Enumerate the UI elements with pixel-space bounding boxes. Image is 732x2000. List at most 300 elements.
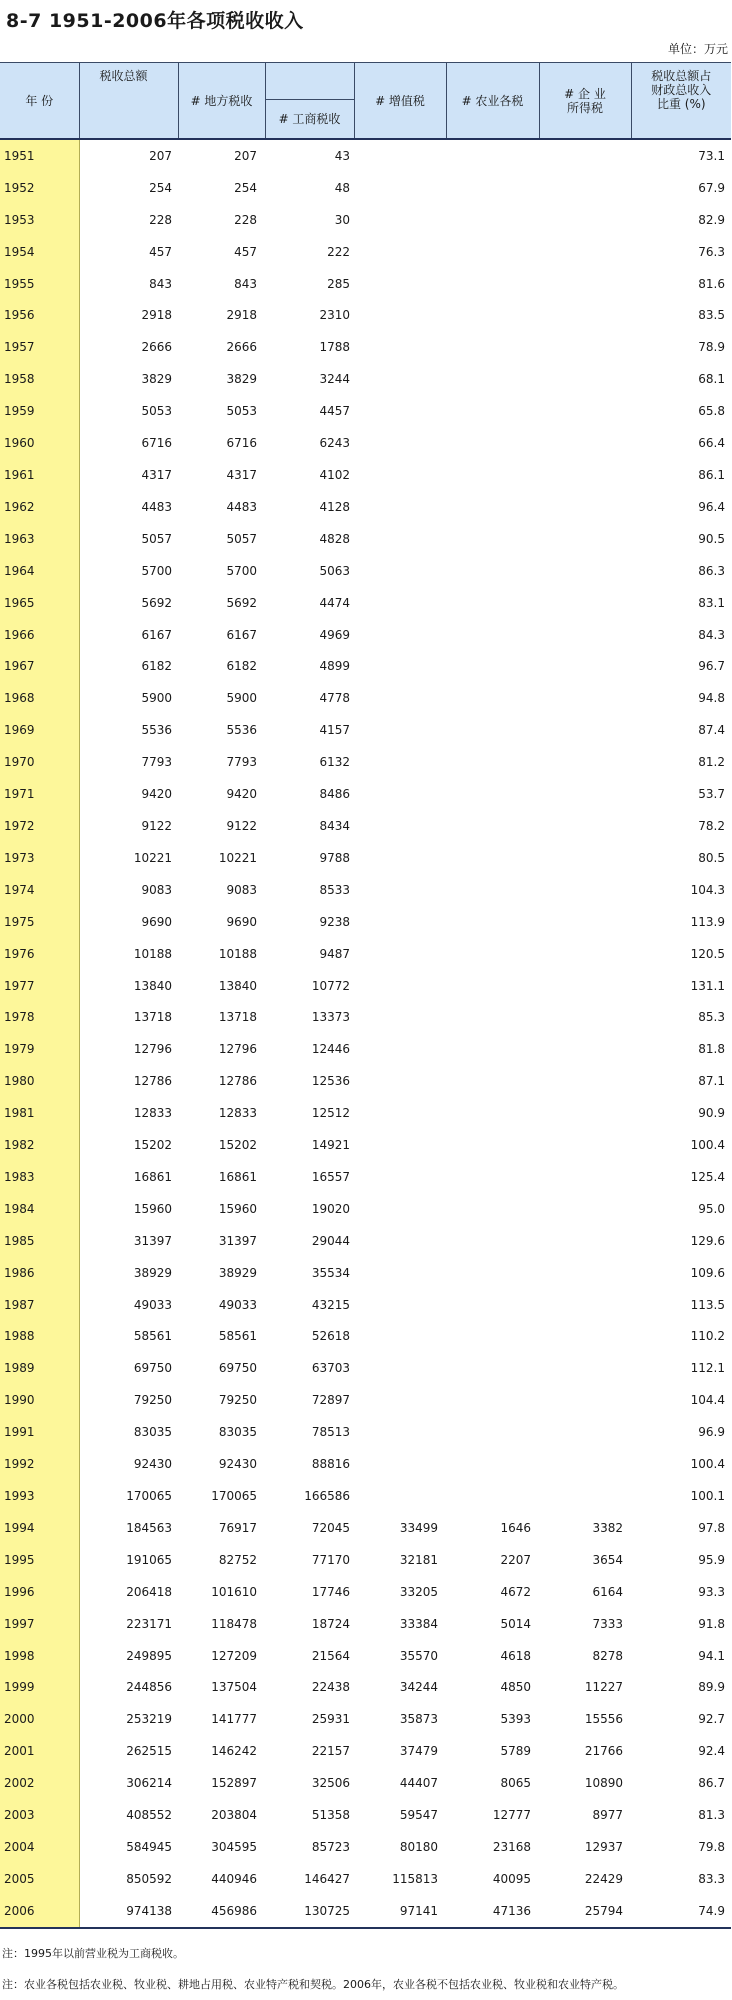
ratio-cell: 86.7 [698, 1776, 725, 1791]
agri-cell [446, 1001, 539, 1033]
industry-cell: 22157 [311, 1744, 350, 1759]
corp-cell [539, 714, 631, 746]
local-cell: 152897 [211, 1776, 257, 1791]
table-row [0, 1544, 731, 1576]
vat-cell: 37479 [399, 1744, 438, 1759]
local-cell: 118478 [211, 1616, 257, 1631]
vat-cell [354, 236, 446, 268]
local-cell: 13718 [218, 1010, 257, 1025]
industry-cell: 12536 [311, 1074, 350, 1089]
total-cell: 4483 [141, 499, 172, 514]
year-cell: 1986 [0, 1257, 79, 1289]
total-cell: 6716 [141, 436, 172, 451]
industry-cell: 43215 [311, 1297, 350, 1312]
vat-cell [354, 139, 446, 172]
corp-cell [539, 651, 631, 683]
local-cell: 82752 [218, 1552, 257, 1567]
year-cell: 1971 [0, 778, 79, 810]
table-row [0, 1257, 731, 1289]
table-row [0, 236, 731, 268]
total-cell: 5700 [141, 563, 172, 578]
year-cell: 1996 [0, 1576, 79, 1608]
agri-cell [446, 555, 539, 587]
agri-cell [446, 970, 539, 1002]
industry-cell: 14921 [311, 1138, 350, 1153]
year-cell: 2003 [0, 1799, 79, 1831]
corp-cell: 3654 [592, 1552, 623, 1567]
industry-cell: 77170 [311, 1552, 350, 1567]
corp-cell [539, 1257, 631, 1289]
table-row [0, 906, 731, 938]
local-cell: 6716 [226, 436, 257, 451]
industry-cell: 17746 [311, 1584, 350, 1599]
agri-cell [446, 1384, 539, 1416]
ratio-cell: 87.1 [698, 1074, 725, 1089]
total-cell: 9690 [141, 914, 172, 929]
ratio-cell: 97.8 [698, 1520, 725, 1535]
local-cell: 3829 [226, 372, 257, 387]
corp-cell: 15556 [584, 1712, 623, 1727]
vat-cell [354, 1225, 446, 1257]
corp-cell [539, 139, 631, 172]
local-cell: 5053 [226, 404, 257, 419]
header-corp-line2: 所得税 [566, 100, 603, 115]
industry-cell: 16557 [311, 1169, 350, 1184]
local-cell: 146242 [211, 1744, 257, 1759]
industry-cell: 3244 [319, 372, 350, 387]
industry-cell: 4102 [319, 468, 350, 483]
vat-cell [354, 1384, 446, 1416]
page-title: 8-7 1951-2006年各项税收收入 [6, 10, 304, 32]
corp-cell [539, 1161, 631, 1193]
ratio-cell: 100.4 [690, 1138, 725, 1153]
total-cell: 12786 [133, 1074, 172, 1089]
corp-cell: 25794 [539, 1895, 631, 1928]
vat-cell [354, 778, 446, 810]
local-cell: 10188 [218, 946, 257, 961]
ratio-cell: 86.1 [698, 468, 725, 483]
agri-cell [446, 651, 539, 683]
table-row [0, 1480, 731, 1512]
vat-cell [354, 300, 446, 332]
table-row [0, 523, 731, 555]
vat-cell: 97141 [354, 1895, 446, 1928]
corp-cell [539, 970, 631, 1002]
industry-cell: 4474 [319, 595, 350, 610]
year-cell: 1992 [0, 1448, 79, 1480]
ratio-cell: 95.9 [698, 1552, 725, 1567]
local-cell: 15960 [218, 1201, 257, 1216]
local-cell: 31397 [218, 1233, 257, 1248]
vat-cell [354, 651, 446, 683]
agri-cell [446, 139, 539, 172]
ratio-cell: 66.4 [698, 436, 725, 451]
year-cell: 1979 [0, 1033, 79, 1065]
year-cell: 1965 [0, 587, 79, 619]
year-cell: 2001 [0, 1735, 79, 1767]
agri-cell: 5393 [500, 1712, 531, 1727]
corp-cell: 3382 [592, 1520, 623, 1535]
ratio-cell: 125.4 [690, 1169, 725, 1184]
table-row [0, 778, 731, 810]
vat-cell: 33499 [399, 1520, 438, 1535]
local-cell: 457 [234, 244, 257, 259]
vat-cell [354, 331, 446, 363]
table-row [0, 1672, 731, 1704]
table-row [0, 970, 731, 1002]
industry-cell: 6243 [319, 436, 350, 451]
industry-cell: 4778 [319, 691, 350, 706]
table-row [0, 268, 731, 300]
agri-cell: 40095 [492, 1871, 531, 1886]
year-cell: 1968 [0, 682, 79, 714]
table-row [0, 427, 731, 459]
total-cell: 974138 [79, 1895, 178, 1928]
agri-cell [446, 1480, 539, 1512]
year-cell: 1972 [0, 810, 79, 842]
total-cell: 15960 [133, 1201, 172, 1216]
corp-cell [539, 1193, 631, 1225]
local-cell: 5692 [226, 595, 257, 610]
corp-cell [539, 874, 631, 906]
corp-cell [539, 810, 631, 842]
vat-cell [354, 1448, 446, 1480]
year-cell: 1977 [0, 970, 79, 1002]
year-cell: 2004 [0, 1831, 79, 1863]
industry-cell: 52618 [311, 1329, 350, 1344]
local-cell: 38929 [218, 1265, 257, 1280]
total-cell: 7793 [141, 755, 172, 770]
industry-cell: 72045 [311, 1520, 350, 1535]
corp-cell [539, 1001, 631, 1033]
total-cell: 6182 [141, 659, 172, 674]
local-cell: 13840 [218, 978, 257, 993]
year-cell: 1994 [0, 1512, 79, 1544]
year-cell: 2005 [0, 1863, 79, 1895]
agri-cell: 2207 [500, 1552, 531, 1567]
table-row [0, 1576, 731, 1608]
vat-cell [354, 491, 446, 523]
table-row [0, 1097, 731, 1129]
agri-cell [446, 427, 539, 459]
agri-cell [446, 1225, 539, 1257]
vat-cell: 80180 [399, 1839, 438, 1854]
industry-cell: 12446 [311, 1042, 350, 1057]
table-row [0, 682, 731, 714]
table-row [0, 1001, 731, 1033]
year-cell: 1953 [0, 204, 79, 236]
corp-cell [539, 1065, 631, 1097]
agri-cell [446, 236, 539, 268]
total-cell: 408552 [126, 1808, 172, 1823]
footnotes [2, 1938, 624, 2000]
vat-cell [354, 1033, 446, 1065]
ratio-cell: 95.0 [698, 1201, 725, 1216]
total-cell: 253219 [126, 1712, 172, 1727]
header-ratio [631, 63, 731, 140]
industry-cell: 43 [334, 148, 350, 163]
ratio-cell: 74.9 [631, 1895, 731, 1928]
local-cell: 83035 [218, 1425, 257, 1440]
vat-cell: 32181 [399, 1552, 438, 1567]
ratio-cell: 113.9 [690, 914, 725, 929]
header-ratio-line3: 比重 (%) [656, 97, 706, 111]
agri-cell: 5789 [500, 1744, 531, 1759]
total-cell: 5053 [141, 404, 172, 419]
total-cell: 5057 [141, 531, 172, 546]
agri-cell [446, 172, 539, 204]
total-cell: 262515 [126, 1744, 172, 1759]
table-row [0, 619, 731, 651]
local-cell: 101610 [211, 1584, 257, 1599]
vat-cell [354, 459, 446, 491]
corp-cell: 22429 [584, 1871, 623, 1886]
agri-cell [446, 810, 539, 842]
vat-cell [354, 1161, 446, 1193]
local-cell: 440946 [211, 1871, 257, 1886]
year-cell: 1962 [0, 491, 79, 523]
ratio-cell: 53.7 [698, 787, 725, 802]
table-row [0, 1416, 731, 1448]
vat-cell: 115813 [392, 1871, 438, 1886]
industry-cell: 48 [334, 180, 350, 195]
total-cell: 49033 [133, 1297, 172, 1312]
corp-cell [539, 906, 631, 938]
local-cell: 456986 [178, 1895, 265, 1928]
vat-cell: 35570 [399, 1648, 438, 1663]
industry-cell: 78513 [311, 1425, 350, 1440]
total-cell: 249895 [126, 1648, 172, 1663]
agri-cell [446, 395, 539, 427]
local-cell: 141777 [211, 1712, 257, 1727]
ratio-cell: 80.5 [698, 850, 725, 865]
local-cell: 16861 [218, 1169, 257, 1184]
year-cell: 2002 [0, 1767, 79, 1799]
local-cell: 10221 [218, 850, 257, 865]
agri-cell [446, 1065, 539, 1097]
vat-cell [354, 587, 446, 619]
industry-cell: 4128 [319, 499, 350, 514]
year-cell: 1999 [0, 1672, 79, 1704]
local-cell: 12833 [218, 1106, 257, 1121]
year-cell: 1959 [0, 395, 79, 427]
industry-cell: 13373 [311, 1010, 350, 1025]
industry-cell: 8434 [319, 818, 350, 833]
corp-cell [539, 555, 631, 587]
table-row [0, 363, 731, 395]
total-cell: 184563 [126, 1520, 172, 1535]
table-row [0, 139, 731, 172]
year-cell: 1970 [0, 746, 79, 778]
ratio-cell: 81.8 [698, 1042, 725, 1057]
industry-cell: 85723 [311, 1839, 350, 1854]
ratio-cell: 79.8 [698, 1839, 725, 1854]
total-cell: 223171 [126, 1616, 172, 1631]
year-cell: 1987 [0, 1289, 79, 1321]
agri-cell [446, 1097, 539, 1129]
tax-revenue-table [0, 62, 731, 1929]
vat-cell [354, 395, 446, 427]
ratio-cell: 82.9 [698, 212, 725, 227]
industry-cell: 30 [334, 212, 350, 227]
ratio-cell: 104.4 [690, 1393, 725, 1408]
total-cell: 4317 [141, 468, 172, 483]
header-industry: # 工商税收 [265, 100, 354, 140]
ratio-cell: 92.4 [698, 1744, 725, 1759]
industry-cell: 25931 [311, 1712, 350, 1727]
local-cell: 304595 [211, 1839, 257, 1854]
local-cell: 137504 [211, 1680, 257, 1695]
local-cell: 79250 [218, 1393, 257, 1408]
table-row [0, 204, 731, 236]
corp-cell [539, 587, 631, 619]
table-row [0, 1608, 731, 1640]
corp-cell [539, 1321, 631, 1353]
industry-cell: 72897 [311, 1393, 350, 1408]
corp-cell [539, 1129, 631, 1161]
table-row [0, 1065, 731, 1097]
total-cell: 244856 [126, 1680, 172, 1695]
year-cell: 2000 [0, 1703, 79, 1735]
total-cell: 38929 [133, 1265, 172, 1280]
industry-cell: 12512 [311, 1106, 350, 1121]
total-cell: 10221 [133, 850, 172, 865]
year-cell: 1998 [0, 1640, 79, 1672]
table-row [0, 395, 731, 427]
vat-cell [354, 555, 446, 587]
table-row [0, 1161, 731, 1193]
ratio-cell: 81.3 [698, 1808, 725, 1823]
header-local: # 地方税收 [178, 63, 265, 140]
agri-cell [446, 331, 539, 363]
table-row [0, 1799, 731, 1831]
local-cell: 9690 [226, 914, 257, 929]
total-cell: 206418 [126, 1584, 172, 1599]
industry-cell: 51358 [311, 1808, 350, 1823]
agri-cell [446, 619, 539, 651]
agri-cell [446, 1416, 539, 1448]
local-cell: 76917 [218, 1520, 257, 1535]
industry-cell: 285 [327, 276, 350, 291]
table-row [0, 651, 731, 683]
vat-cell [354, 874, 446, 906]
year-cell: 1988 [0, 1321, 79, 1353]
local-cell: 843 [234, 276, 257, 291]
table-row [0, 1831, 731, 1863]
total-cell: 58561 [133, 1329, 172, 1344]
total-cell: 584945 [126, 1839, 172, 1854]
table-row [0, 1033, 731, 1065]
ratio-cell: 91.8 [698, 1616, 725, 1631]
ratio-cell: 83.1 [698, 595, 725, 610]
corp-cell [539, 1480, 631, 1512]
year-cell: 1991 [0, 1416, 79, 1448]
local-cell: 5536 [226, 723, 257, 738]
total-cell: 306214 [126, 1776, 172, 1791]
ratio-cell: 78.9 [698, 340, 725, 355]
corp-cell [539, 331, 631, 363]
corp-cell [539, 682, 631, 714]
year-cell: 1973 [0, 842, 79, 874]
local-cell: 7793 [226, 755, 257, 770]
ratio-cell: 73.1 [698, 148, 725, 163]
corp-cell [539, 1033, 631, 1065]
corp-cell [539, 523, 631, 555]
total-cell: 191065 [126, 1552, 172, 1567]
table-row [0, 810, 731, 842]
corp-cell [539, 268, 631, 300]
year-cell: 1993 [0, 1480, 79, 1512]
total-cell: 2918 [141, 308, 172, 323]
agri-cell [446, 874, 539, 906]
corp-cell [539, 1448, 631, 1480]
ratio-cell: 96.7 [698, 659, 725, 674]
industry-cell: 9238 [319, 914, 350, 929]
agri-cell [446, 1448, 539, 1480]
year-cell: 1995 [0, 1544, 79, 1576]
table-row [0, 1863, 731, 1895]
ratio-cell: 86.3 [698, 563, 725, 578]
total-cell: 83035 [133, 1425, 172, 1440]
year-cell: 1967 [0, 651, 79, 683]
industry-cell: 35534 [311, 1265, 350, 1280]
corp-cell [539, 938, 631, 970]
ratio-cell: 67.9 [698, 180, 725, 195]
industry-cell: 166586 [304, 1489, 350, 1504]
total-cell: 79250 [133, 1393, 172, 1408]
industry-cell: 10772 [311, 978, 350, 993]
agri-cell [446, 906, 539, 938]
local-cell: 2918 [226, 308, 257, 323]
total-cell: 3829 [141, 372, 172, 387]
table-row [0, 714, 731, 746]
ratio-cell: 110.2 [690, 1329, 725, 1344]
vat-cell [354, 810, 446, 842]
year-cell: 2006 [0, 1895, 79, 1928]
corp-cell [539, 1416, 631, 1448]
year-cell: 1964 [0, 555, 79, 587]
local-cell: 92430 [218, 1457, 257, 1472]
vat-cell [354, 842, 446, 874]
agri-cell: 4618 [500, 1648, 531, 1663]
agri-cell [446, 842, 539, 874]
total-cell: 5692 [141, 595, 172, 610]
header-ratio-line1: 税收总额占 [651, 69, 712, 83]
agri-cell [446, 682, 539, 714]
header-corp [539, 63, 631, 140]
local-cell: 4317 [226, 468, 257, 483]
vat-cell [354, 938, 446, 970]
corp-cell [539, 1352, 631, 1384]
table-row [0, 1735, 731, 1767]
year-cell: 1990 [0, 1384, 79, 1416]
table-row [0, 1895, 731, 1928]
agri-cell [446, 1129, 539, 1161]
vat-cell [354, 682, 446, 714]
industry-cell: 9487 [319, 946, 350, 961]
ratio-cell: 100.1 [690, 1489, 725, 1504]
table-row [0, 746, 731, 778]
table-row [0, 1289, 731, 1321]
corp-cell [539, 395, 631, 427]
agri-cell: 4672 [500, 1584, 531, 1599]
industry-cell: 18724 [311, 1616, 350, 1631]
year-cell: 1975 [0, 906, 79, 938]
total-cell: 228 [149, 212, 172, 227]
vat-cell [354, 1416, 446, 1448]
agri-cell: 47136 [446, 1895, 539, 1928]
vat-cell [354, 1352, 446, 1384]
